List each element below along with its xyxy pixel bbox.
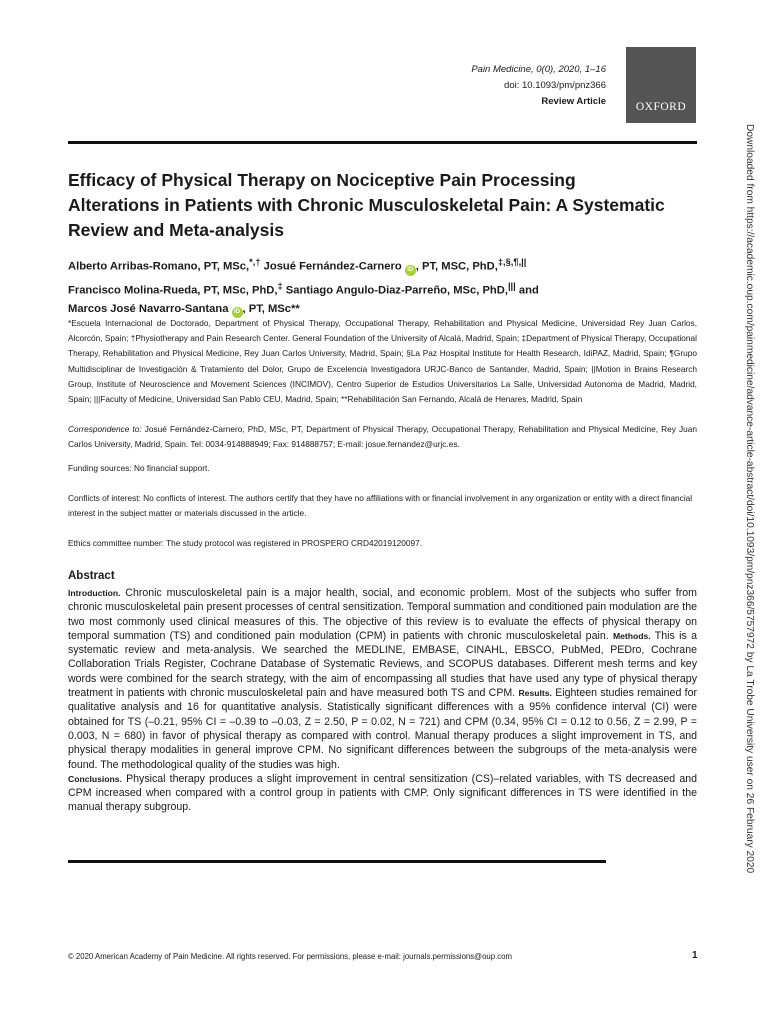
author-5-degrees: , PT, MSc** bbox=[242, 303, 300, 316]
author-2: Josué Fernández-Carnero bbox=[260, 260, 405, 273]
abstract-body bbox=[68, 586, 697, 815]
author-1: Alberto Arribas-Romano, PT, MSc, bbox=[68, 260, 250, 273]
author-4: Santiago Angulo-Diaz-Parreño, MSc, PhD, bbox=[282, 284, 508, 297]
author-5: Marcos José Navarro-Santana bbox=[68, 303, 232, 316]
correspondence-text: Josué Fernández-Carnero, PhD, MSc, PT, Department of Physical Therapy, Occupational Therapy, Rehabilitation and Physical Medicine, Rey Juan Carlos University, Madrid, Spain. Tel: 0034-914888949; Fax: 914888757; E-mail: josue.fernandez@urjc.es. bbox=[68, 424, 697, 450]
page-number: 1 bbox=[692, 950, 698, 961]
copyright-footer: © 2020 American Academy of Pain Medicine. All rights reserved. For permissions, please e-mail: journals.permissions@oup.com bbox=[68, 952, 512, 961]
results-label: Results. bbox=[518, 688, 552, 699]
article-type: Review Article bbox=[541, 96, 606, 107]
author-2-degrees: , PT, MSC, PhD, bbox=[415, 260, 498, 273]
funding-statement: Funding sources: No financial support. bbox=[68, 463, 210, 473]
methods-text: This is a systematic review and meta-analysis. We searched the MEDLINE, EMBASE, CINAHL, EBSCO, PubMed, PEDro, Cochrane Collaboration Trials Register, Cochrane Database of Systematic Reviews, and SCOPUS databases. Different mesh terms and key words were combined for the search strategy, with the aim of encompassing all studies that have used any type of physical therapy treatment in patients with chronic musculoskeletal pain and have measured both TS and CPM. bbox=[68, 629, 697, 700]
conclusions-text: Physical therapy produces a slight improvement in central sensitization (CS)–related variables, with TS decreased and CPM increased when compared with a control group in patients with CMP. Only significant differences in TS were identified in the manual therapy subgroup. bbox=[68, 772, 697, 814]
author-3-affil: ‡ bbox=[277, 280, 283, 291]
orcid-icon[interactable]: iD bbox=[405, 265, 416, 276]
journal-header bbox=[471, 62, 606, 110]
correspondence bbox=[68, 422, 697, 452]
conclusions-label: Conclusions. bbox=[68, 773, 122, 784]
author-2-affil: ‡,§,¶,|| bbox=[497, 257, 527, 267]
author-4-affil: ||| bbox=[507, 280, 516, 291]
author-conjunction: and bbox=[515, 284, 539, 297]
abstract-heading: Abstract bbox=[68, 570, 115, 582]
journal-issue: , 0(0), 2020, 1–16 bbox=[531, 64, 606, 75]
journal-citation bbox=[471, 62, 606, 78]
oxford-logo-text: OXFORD bbox=[635, 101, 687, 113]
correspondence-label: Correspondence to: bbox=[68, 424, 142, 434]
oxford-logo bbox=[626, 47, 696, 123]
affiliations: *Escuela Internacional de Doctorado, Department of Physical Therapy, Occupational Therapy, Rehabilitation and Physical Medicine, Universidad Rey Juan Carlos, Alcorcón, Spain; †Physiotherapy and Pain Research Center. General Foundation of the University of Alcalá, Madrid, Spain; ‡Department of Physical Therapy, Occupational Therapy, Rehabilitation and Physical Medicine, Rey Juan Carlos University, Madrid, Spain; §La Paz Hospital Institute for Health Research, IdiPAZ, Madrid, Spain; ¶Grupo Multidisciplinar de Investigación & Tratamiento del Dolor, Grupo de Excelencia Investigadora URJC-Banco de Santander, Madrid, Spain; ||Motion in Brains Research Group, Institute of Neuroscience and Movement Sciences (INCIMOV), Centro Superior de Estudios Universitarios La Salle, Universidad Autonoma de Madrid, Madrid, Spain; |||Faculty of Medicine, Universidad San Pablo CEU, Madrid, Spain; **Rehabilitación San Fernando, Alcalá de Henares, Madrid, Spain bbox=[68, 318, 697, 405]
download-notice[interactable]: Downloaded from https://academic.oup.com/painmedicine/advance-article-abstract/doi/10.1093/pm/pnz366/5757972 by La Trobe University user on 26 February 2020 bbox=[744, 124, 755, 874]
article-title: Efficacy of Physical Therapy on Nociceptive Pain Processing Alterations in Patients with Chronic Musculoskeletal Pain: A Systematic Review and Meta-analysis bbox=[68, 170, 665, 240]
author-list bbox=[68, 253, 697, 319]
intro-text: Chronic musculoskeletal pain is a major health, social, and economic problem. Most of the subjects who suffer from chronic musculoskeletal pain present processes of central sensitization. Temporal summation and conditioned pain modulation are the two most commonly used clinical measures of this. The objective of this review is to evaluate the effects of physical therapy on temporal summation (TS) and conditioned pain modulation (CPM) in patients with chronic musculoskeletal pain. bbox=[68, 587, 697, 642]
ethics-statement: Ethics committee number: The study protocol was registered in PROSPERO CRD42019120097. bbox=[68, 538, 423, 548]
orcid-icon[interactable]: iD bbox=[232, 307, 243, 318]
results-text: Eighteen studies remained for qualitative analysis and 16 for quantitative analysis. Statistically significant differences with a 95% confidence interval (CI) were obtained for TS (–0.21, 95% CI = –0.39 to –0.03, Z = 2.50, P = 0.02, N = 721) and CPM (0.34, 95% CI = 0.12 to 0.56, Z = 2.99, P = 0.003, N = 680) in favor of physical therapy as compared with control. Manual therapy produces a slight improvement in TS, and physical therapy modalities in general improve CPM. No significant differences between the subgroups of the meta-analysis were found. The methodological quality of the studies was high. bbox=[68, 687, 697, 771]
doi[interactable]: doi: 10.1093/pm/pnz366 bbox=[504, 80, 606, 91]
author-3: Francisco Molina-Rueda, PT, MSc, PhD, bbox=[68, 284, 278, 297]
journal-name: Pain Medicine bbox=[471, 64, 531, 75]
top-rule bbox=[68, 141, 697, 144]
intro-label: Introduction. bbox=[68, 588, 121, 598]
author-1-affil: *,† bbox=[249, 257, 261, 267]
methods-label: Methods. bbox=[612, 630, 651, 641]
download-sidebar bbox=[741, 124, 755, 914]
conflicts-statement: Conflicts of interest: No conflicts of interest. The authors certify that they have no affiliations with or financial involvement in any organization or entity with a direct financial interest in the subject matter or materials discussed in the article. bbox=[68, 493, 693, 519]
bottom-rule bbox=[68, 860, 606, 863]
